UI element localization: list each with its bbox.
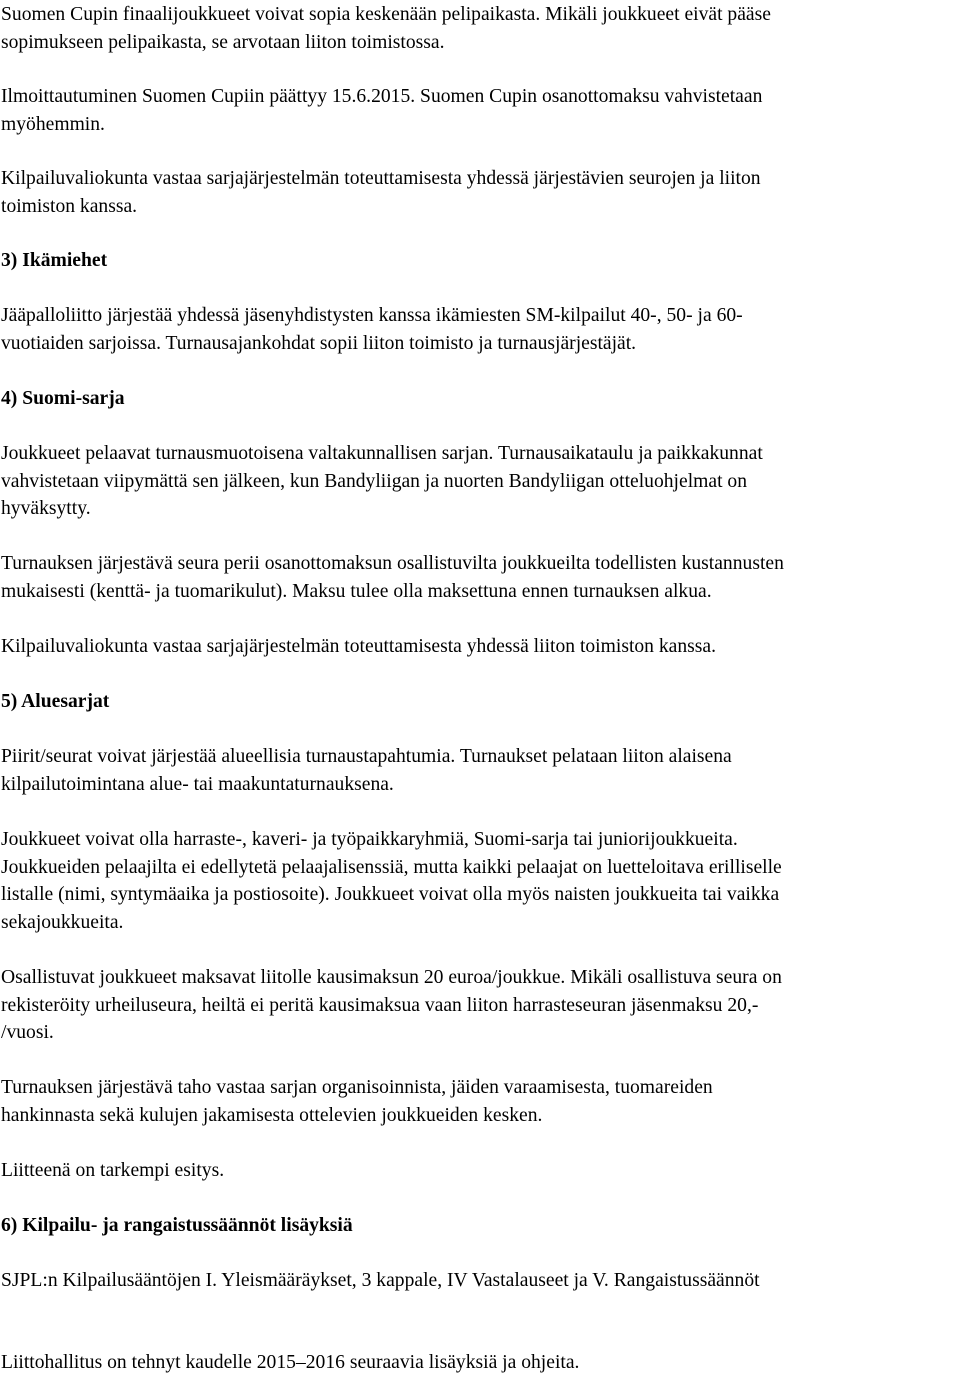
text-line: rekisteröity urheiluseura, heiltä ei peritä kausimaksua vaan liiton harrasteseuran jäsenmaksu 20,- [1,994,759,1016]
text-line: Ilmoittautuminen Suomen Cupiin päättyy 15.6.2015. Suomen Cupin osanottomaksu vahvistetaan [1,86,763,107]
text-line: vahvistetaan viipymättä sen jälkeen, kun Bandyliigan ja nuorten Bandyliigan otteluohjelmat on [1,470,748,492]
paragraph-attachment-note [1,1157,959,1185]
text-line: SJPL:n Kilpailusääntöjen I. Yleismääräykset, 3 kappale, IV Vastalauseet ja V. Rangaistussäännöt [1,1270,760,1291]
text-line: Jääpalloliitto järjestää yhdessä jäsenyhdistysten kanssa ikämiesten SM-kilpailut 40-, 50- ja 60- [1,305,743,326]
paragraph-suomi-sarja-fees [1,550,959,605]
paragraph-ikamiehet [1,302,959,357]
paragraph-rules-reference [1,1267,959,1295]
text-line: Joukkueet voivat olla harraste-, kaveri- ja työpaikkaryhmiä, Suomi-sarja tai juniorijoukkueita. [1,829,738,850]
paragraph-cup-committee [1,165,959,220]
text-line: kilpailutoimintana alue- tai maakuntaturnauksena. [1,773,394,795]
text-line: Joukkueiden pelaajilta ei edellytetä pelaajalisenssiä, mutta kaikki pelaajat on luetteloitava erilliselle [1,856,782,878]
paragraph-cup-final-venue [1,1,959,56]
text-line: sopimukseen pelipaikasta, se arvotaan liiton toimistossa. [1,31,445,53]
text-line: listalle (nimi, syntymäaika ja postiosoite). Joukkueet voivat olla myös naisten joukkueita tai vaikka [1,884,780,905]
paragraph-aluesarjat-organizer [1,1074,959,1129]
paragraph-suomi-sarja-schedule [1,440,959,523]
text-line: Kilpailuvaliokunta vastaa sarjajärjestelmän toteuttamisesta yhdessä järjestävien seurojen ja liiton [1,168,761,189]
section-heading-aluesarjat: 5) Aluesarjat [1,691,110,712]
text-line: Piirit/seurat voivat järjestää alueellisia turnaustapahtumia. Turnaukset pelataan liiton alaisena [1,746,732,767]
text-line: Joukkueet pelaavat turnausmuotoisena valtakunnallisen sarjan. Turnausaikataulu ja paikkakunnat [1,443,763,464]
text-line: Liitteenä on tarkempi esitys. [1,1160,225,1181]
text-line: /vuosi. [1,1022,54,1043]
text-line: hankinnasta sekä kulujen jakamisesta ottelevien joukkueiden kesken. [1,1104,543,1126]
paragraph-cup-registration [1,83,959,138]
text-line: sekajoukkueita. [1,911,124,933]
paragraph-board-additions [1,1349,959,1377]
text-line: vuotiaiden sarjoissa. Turnausajankohdat sopii liiton toimisto ja turnausjärjestäjät. [1,332,637,354]
text-line: Kilpailuvaliokunta vastaa sarjajärjestelmän toteuttamisesta yhdessä liiton toimiston kanssa. [1,636,717,657]
text-line: Suomen Cupin finaalijoukkueet voivat sopia keskenään pelipaikasta. Mikäli joukkueet eivät pääse [1,4,771,25]
section-heading-ikamiehet: 3) Ikämiehet [1,250,108,271]
paragraph-aluesarjat-fees [1,964,959,1047]
text-line: Liittohallitus on tehnyt kaudelle 2015–2016 seuraavia lisäyksiä ja ohjeita. [1,1352,580,1373]
text-line: myöhemmin. [1,113,105,135]
paragraph-suomi-sarja-committee [1,633,959,661]
text-line: Osallistuvat joukkueet maksavat liitolle kausimaksun 20 euroa/joukkue. Mikäli osallistuva seura on [1,967,782,988]
paragraph-aluesarjat-teams [1,826,959,936]
paragraph-aluesarjat-tournaments [1,743,959,798]
text-line: hyväksytty. [1,498,91,519]
section-heading-rules-additions: 6) Kilpailu- ja rangaistussäännöt lisäyksiä [1,1215,353,1236]
section-heading-suomi-sarja: 4) Suomi-sarja [1,388,125,409]
text-line: Turnauksen järjestävä seura perii osanottomaksun osallistuvilta joukkueilta todellisten kustannusten [1,553,784,574]
text-line: toimiston kanssa. [1,195,138,217]
text-line: mukaisesti (kenttä- ja tuomarikulut). Maksu tulee olla maksettuna ennen turnauksen alkua. [1,580,712,602]
text-line: Turnauksen järjestävä taho vastaa sarjan organisoinnista, jäiden varaamisesta, tuomareiden [1,1077,713,1098]
